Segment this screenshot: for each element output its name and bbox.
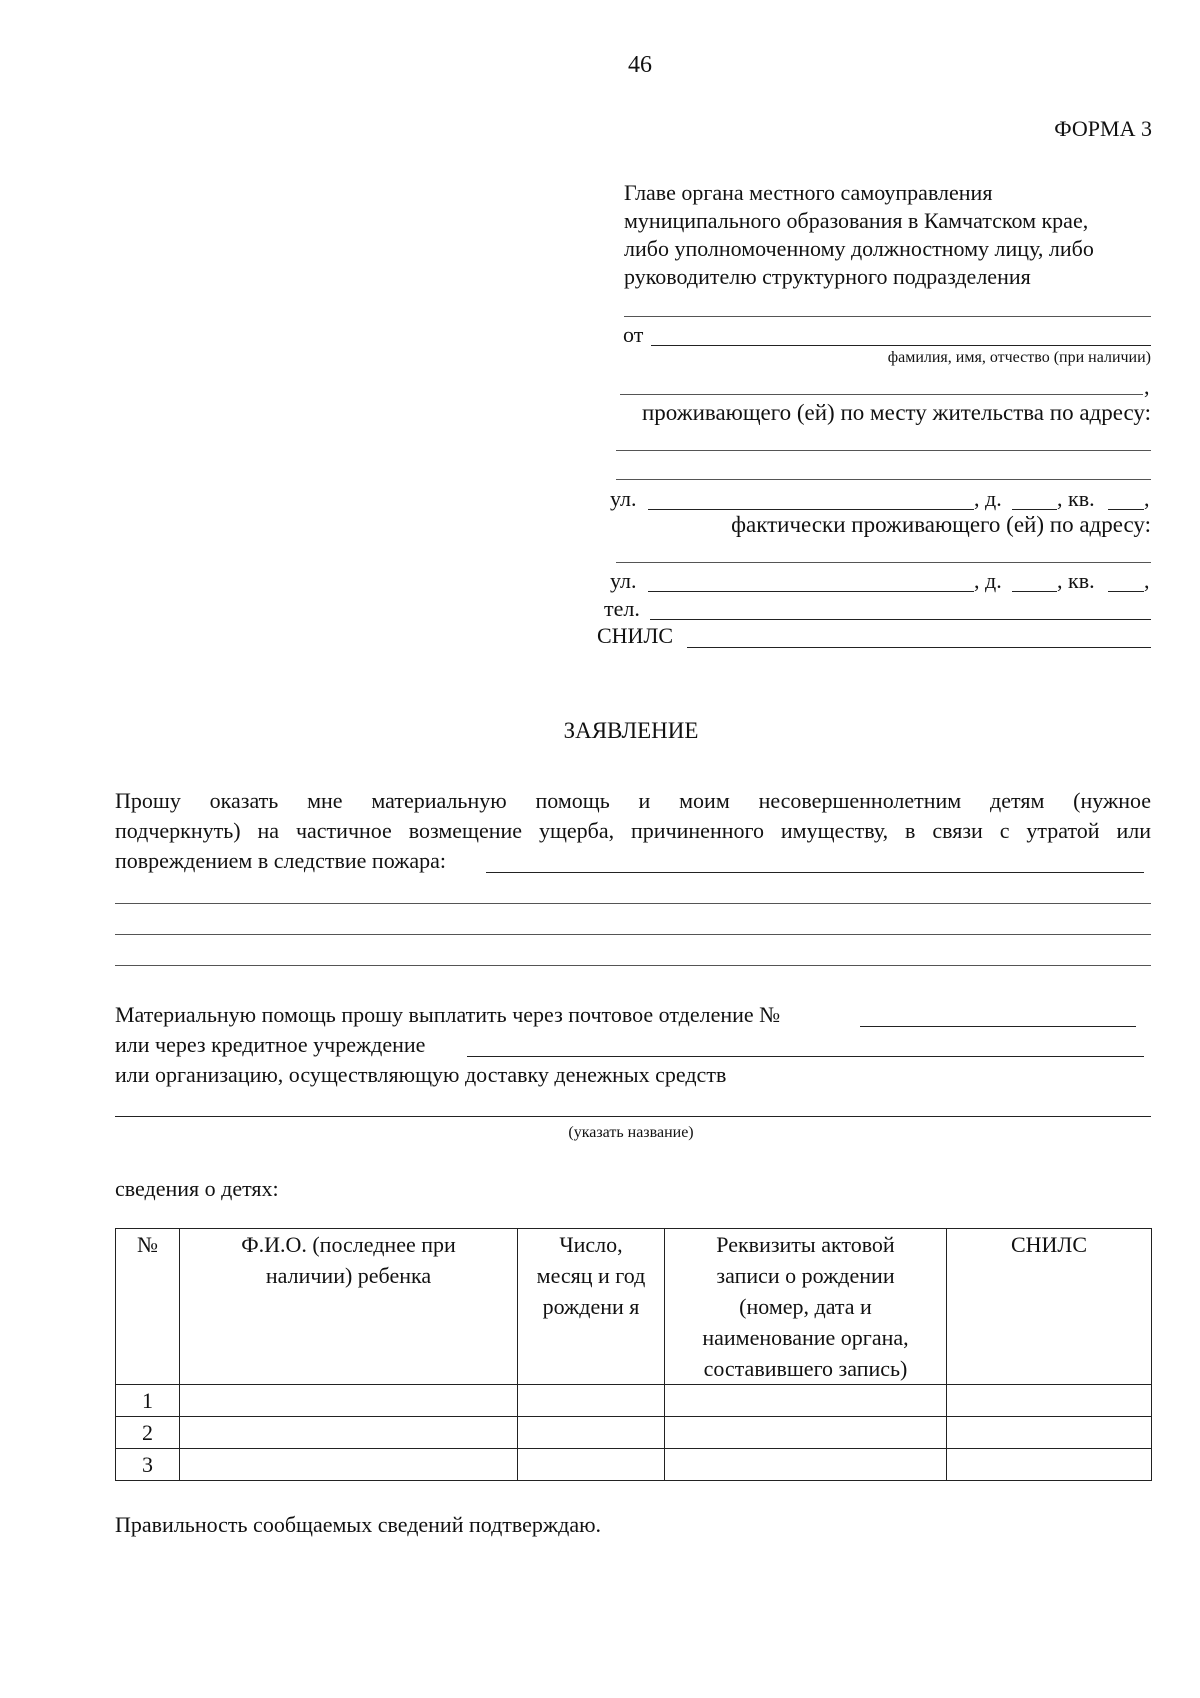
row-number: 3 bbox=[116, 1449, 180, 1481]
post-office-field[interactable] bbox=[860, 1026, 1136, 1027]
children-section-label: сведения о детях: bbox=[115, 1176, 279, 1201]
house-field-1[interactable] bbox=[1012, 509, 1057, 510]
street-label-2: ул. bbox=[610, 568, 637, 593]
snils-field[interactable] bbox=[687, 647, 1151, 648]
request-line-3: повреждением в следствие пожара: bbox=[115, 848, 446, 873]
street-field-2[interactable] bbox=[648, 591, 974, 592]
residence-address-field-1[interactable] bbox=[616, 450, 1151, 451]
organization-name-hint: (указать название) bbox=[568, 1124, 694, 1141]
column-snils-header: СНИЛС bbox=[947, 1229, 1152, 1385]
child-fio-cell[interactable] bbox=[180, 1385, 518, 1417]
child-snils-cell[interactable] bbox=[947, 1417, 1152, 1449]
fire-details-field-2[interactable] bbox=[115, 934, 1151, 935]
street-field-1[interactable] bbox=[648, 509, 974, 510]
request-line-1: Прошу оказать мне материальную помощь и моим несовершеннолетним детям (нужное bbox=[115, 788, 1151, 813]
column-number-header: № bbox=[116, 1229, 180, 1385]
apt-label-2: , кв. bbox=[1057, 568, 1095, 593]
child-fio-cell[interactable] bbox=[180, 1417, 518, 1449]
addressee-blank-line[interactable] bbox=[624, 316, 1151, 317]
confirmation-statement: Правильность сообщаемых сведений подтверждаю. bbox=[115, 1512, 602, 1537]
page-number: 46 bbox=[628, 52, 652, 78]
child-snils-cell[interactable] bbox=[947, 1449, 1152, 1481]
street-label-1: ул. bbox=[610, 486, 637, 511]
residence-label: проживающего (ей) по месту жительства по адресу: bbox=[641, 400, 1151, 425]
fire-cause-field[interactable] bbox=[486, 872, 1144, 873]
column-birthdate-header: Число, месяц и год рождени я bbox=[518, 1229, 665, 1385]
actual-address-field[interactable] bbox=[616, 562, 1151, 563]
phone-field[interactable] bbox=[650, 619, 1151, 620]
residence-address-field-2[interactable] bbox=[616, 479, 1151, 480]
document-title: ЗАЯВЛЕНИЕ bbox=[563, 718, 699, 743]
payment-line-3: или организацию, осуществляющую доставку денежных средств bbox=[115, 1062, 727, 1087]
name-continuation-field[interactable] bbox=[620, 394, 1143, 395]
children-table bbox=[115, 1228, 1152, 1481]
apt-label-1: , кв. bbox=[1057, 486, 1095, 511]
fire-details-field-3[interactable] bbox=[115, 965, 1151, 966]
comma-mark: , bbox=[1144, 568, 1150, 593]
table-row bbox=[116, 1449, 1152, 1481]
child-birth-record-cell[interactable] bbox=[665, 1385, 947, 1417]
delivery-organization-field[interactable] bbox=[115, 1116, 1151, 1117]
request-line-2: подчеркнуть) на частичное возмещение ущерба, причиненного имуществу, в связи с утратой или bbox=[115, 818, 1151, 843]
snils-label: СНИЛС bbox=[597, 623, 674, 648]
table-row bbox=[116, 1385, 1152, 1417]
column-fio-header: Ф.И.О. (последнее при наличии) ребенка bbox=[180, 1229, 518, 1385]
child-birth-record-cell[interactable] bbox=[665, 1417, 947, 1449]
payment-line-1: Материальную помощь прошу выплатить через почтовое отделение № bbox=[115, 1002, 781, 1027]
child-birth-record-cell[interactable] bbox=[665, 1449, 947, 1481]
addressee-line-1: Главе органа местного самоуправления bbox=[624, 180, 993, 205]
row-number: 1 bbox=[116, 1385, 180, 1417]
form-label: ФОРМА 3 bbox=[1054, 116, 1152, 141]
column-birth-record-header: Реквизиты актовой записи о рождении (номер, дата и наименование органа, составившего запись) bbox=[665, 1229, 947, 1385]
actual-residence-label: фактически проживающего (ей) по адресу: bbox=[731, 512, 1151, 537]
child-fio-cell[interactable] bbox=[180, 1449, 518, 1481]
table-row bbox=[116, 1417, 1152, 1449]
from-name-field[interactable] bbox=[651, 345, 1151, 346]
row-number: 2 bbox=[116, 1417, 180, 1449]
addressee-line-4: руководителю структурного подразделения bbox=[624, 264, 1031, 289]
house-label-2: , д. bbox=[974, 568, 1002, 593]
child-birthdate-cell[interactable] bbox=[518, 1449, 665, 1481]
child-birthdate-cell[interactable] bbox=[518, 1385, 665, 1417]
apt-field-2[interactable] bbox=[1108, 591, 1144, 592]
from-label: от bbox=[623, 322, 644, 347]
child-birthdate-cell[interactable] bbox=[518, 1417, 665, 1449]
child-snils-cell[interactable] bbox=[947, 1385, 1152, 1417]
payment-line-2: или через кредитное учреждение bbox=[115, 1032, 426, 1057]
fire-details-field-1[interactable] bbox=[115, 903, 1151, 904]
house-label-1: , д. bbox=[974, 486, 1002, 511]
apt-field-1[interactable] bbox=[1108, 509, 1144, 510]
comma-mark: , bbox=[1144, 374, 1150, 399]
fio-hint: фамилия, имя, отчество (при наличии) bbox=[887, 349, 1151, 366]
addressee-line-2: муниципального образования в Камчатском крае, bbox=[624, 208, 1089, 233]
table-header-row bbox=[116, 1229, 1152, 1385]
credit-institution-field[interactable] bbox=[467, 1056, 1144, 1057]
addressee-line-3: либо уполномоченному должностному лицу, либо bbox=[624, 236, 1094, 261]
comma-mark: , bbox=[1144, 486, 1150, 511]
house-field-2[interactable] bbox=[1012, 591, 1057, 592]
phone-label: тел. bbox=[604, 596, 640, 621]
